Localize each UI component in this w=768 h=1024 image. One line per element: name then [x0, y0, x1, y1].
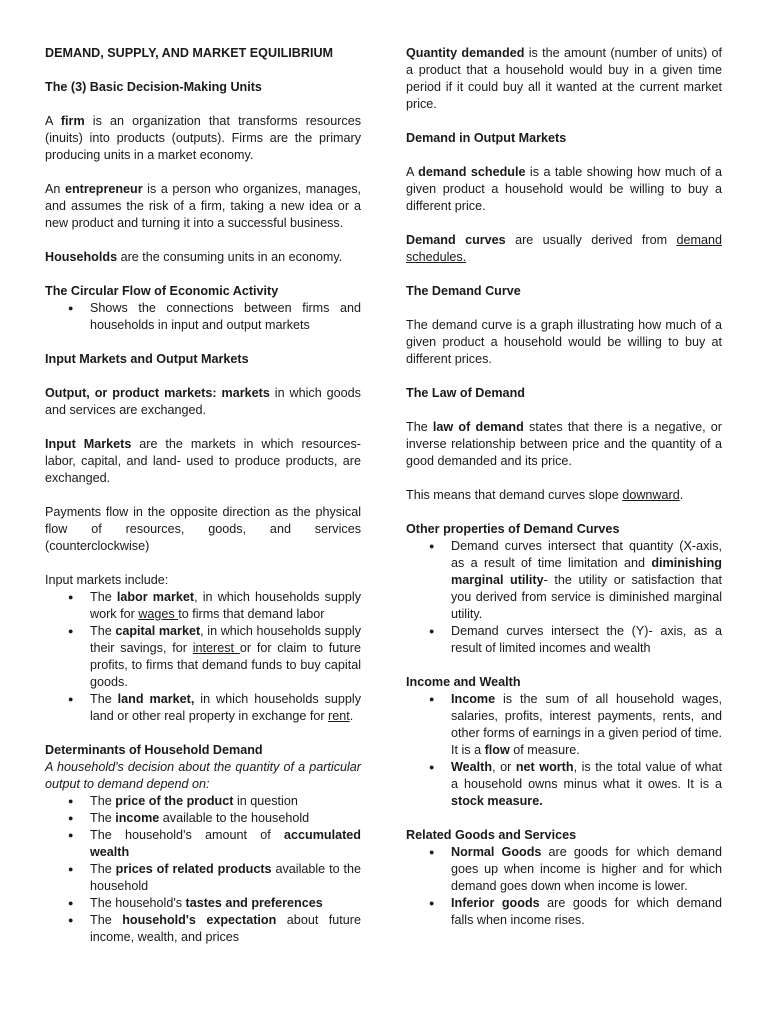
- output-markets-definition: Output, or product markets: markets in which goods and services are exchanged.: [45, 386, 361, 417]
- list-item: ● Demand curves intersect that quantity (X-axis, as a result of time limitation and diminishing marginal utility- the utility or satisfaction that you derived from service is diminished marginal utility.: [406, 538, 722, 623]
- law-of-demand-text: The law of demand states that there is a negative, or inverse relationship between price and the quantity of a good demanded and its price.: [406, 420, 723, 468]
- circular-flow-section: [45, 283, 361, 334]
- determinants-heading: Determinants of Household Demand: [45, 743, 263, 757]
- quantity-demanded-definition: Quantity demanded is the amount (number of units) of a product that a household would buy in a given time period if it could buy all it wanted at the current market price.: [406, 46, 722, 111]
- input-markets-section: [45, 572, 361, 725]
- entrepreneur-definition: An entrepreneur is a person who organizes, manages, and assumes the risk of a firm, taking a new idea or a new product and turning it into a successful business.: [45, 182, 361, 230]
- list-item: ● Wealth, or net worth, is the total value of what a household owns minus what it owes. It is a stock measure.: [406, 759, 722, 810]
- properties-heading: Other properties of Demand Curves: [406, 522, 620, 536]
- determinants-section: [45, 742, 361, 946]
- list-item: ● Normal Goods are goods for which demand goes up when income is higher and for which demand goes down when income is lower.: [406, 844, 722, 895]
- circular-flow-list: [45, 300, 361, 334]
- properties-list: [406, 538, 722, 657]
- io-markets-heading: Input Markets and Output Markets: [45, 352, 249, 366]
- slope-text: This means that demand curves slope downward.: [406, 488, 684, 502]
- input-markets-definition: Input Markets are the markets in which resources- labor, capital, and land- used to produce products, are exchanged.: [45, 437, 361, 485]
- list-item: ● The land market, in which households supply land or other real property in exchange for rent.: [45, 691, 361, 725]
- related-goods-section: [406, 827, 722, 929]
- right-column: [406, 45, 722, 946]
- list-item: ● Demand curves intersect the (Y)- axis, as a result of limited incomes and wealth: [406, 623, 722, 657]
- determinants-intro: A household's decision about the quantity of a particular output to demand depend on:: [45, 760, 361, 791]
- entrepreneur-term: entrepreneur: [64, 182, 143, 196]
- households-definition: Households are the consuming units in an economy.: [45, 250, 343, 264]
- income-wealth-section: [406, 674, 722, 810]
- downward-link: downward: [622, 488, 680, 502]
- list-item: ● The prices of related products available to the household: [45, 861, 361, 895]
- list-item: ● Shows the connections between firms and households in input and output markets: [45, 300, 361, 334]
- households-term: Households: [45, 250, 118, 264]
- list-item: ● The household's amount of accumulated wealth: [45, 827, 361, 861]
- demand-schedule-definition: A demand schedule is a table showing how much of a given product a household would be willing to buy a different price.: [406, 165, 722, 213]
- list-item: ● The price of the product in question: [45, 793, 361, 810]
- demand-schedules-link: demand schedules.: [406, 233, 722, 264]
- list-item: ● The income available to the household: [45, 810, 361, 827]
- list-item: ● The household's expectation about future income, wealth, and prices: [45, 912, 361, 946]
- payments-flow-text: Payments flow in the opposite direction as the physical flow of resources, goods, and services (counterclockwise): [45, 505, 361, 553]
- properties-section: [406, 521, 722, 657]
- income-wealth-heading: Income and Wealth: [406, 675, 521, 689]
- determinants-list: [45, 793, 361, 946]
- units-heading: The (3) Basic Decision-Making Units: [45, 80, 262, 94]
- law-of-demand-heading: The Law of Demand: [406, 386, 525, 400]
- firm-term: firm: [60, 114, 85, 128]
- related-goods-list: [406, 844, 722, 929]
- list-item: ● The household's tastes and preferences: [45, 895, 361, 912]
- document-title: DEMAND, SUPPLY, AND MARKET EQUILIBRIUM: [45, 46, 334, 60]
- related-goods-heading: Related Goods and Services: [406, 828, 577, 842]
- firm-definition: A firm is an organization that transforms resources (inuits) into products (outputs). Firms are the primary producing units in a market economy.: [45, 114, 361, 162]
- demand-output-markets-heading: Demand in Output Markets: [406, 131, 567, 145]
- demand-curve-heading: The Demand Curve: [406, 284, 521, 298]
- income-wealth-list: [406, 691, 722, 810]
- list-item: ● The labor market, in which households supply work for wages to firms that demand labor: [45, 589, 361, 623]
- left-column: [45, 45, 361, 963]
- list-item: ● The capital market, in which households supply their savings, for interest or for claim to future profits, to firms that demand funds to buy capital goods.: [45, 623, 361, 691]
- list-item: ● Inferior goods are goods for which demand falls when income rises.: [406, 895, 722, 929]
- circular-flow-heading: The Circular Flow of Economic Activity: [45, 284, 279, 298]
- wages-link: wages: [138, 607, 179, 621]
- demand-curves-text: Demand curves are usually derived from demand schedules.: [406, 233, 722, 264]
- demand-curve-text: The demand curve is a graph illustrating how much of a given product a household would be willing to buy at different prices.: [406, 318, 722, 366]
- list-item: ● Income is the sum of all household wages, salaries, profits, interest payments, rents, and other forms of earnings in a given period of time. It is a flow of measure.: [406, 691, 722, 759]
- input-markets-list: [45, 589, 361, 725]
- rent-link: rent: [328, 709, 350, 723]
- input-markets-intro: Input markets include:: [45, 573, 169, 587]
- interest-link: interest: [192, 641, 240, 655]
